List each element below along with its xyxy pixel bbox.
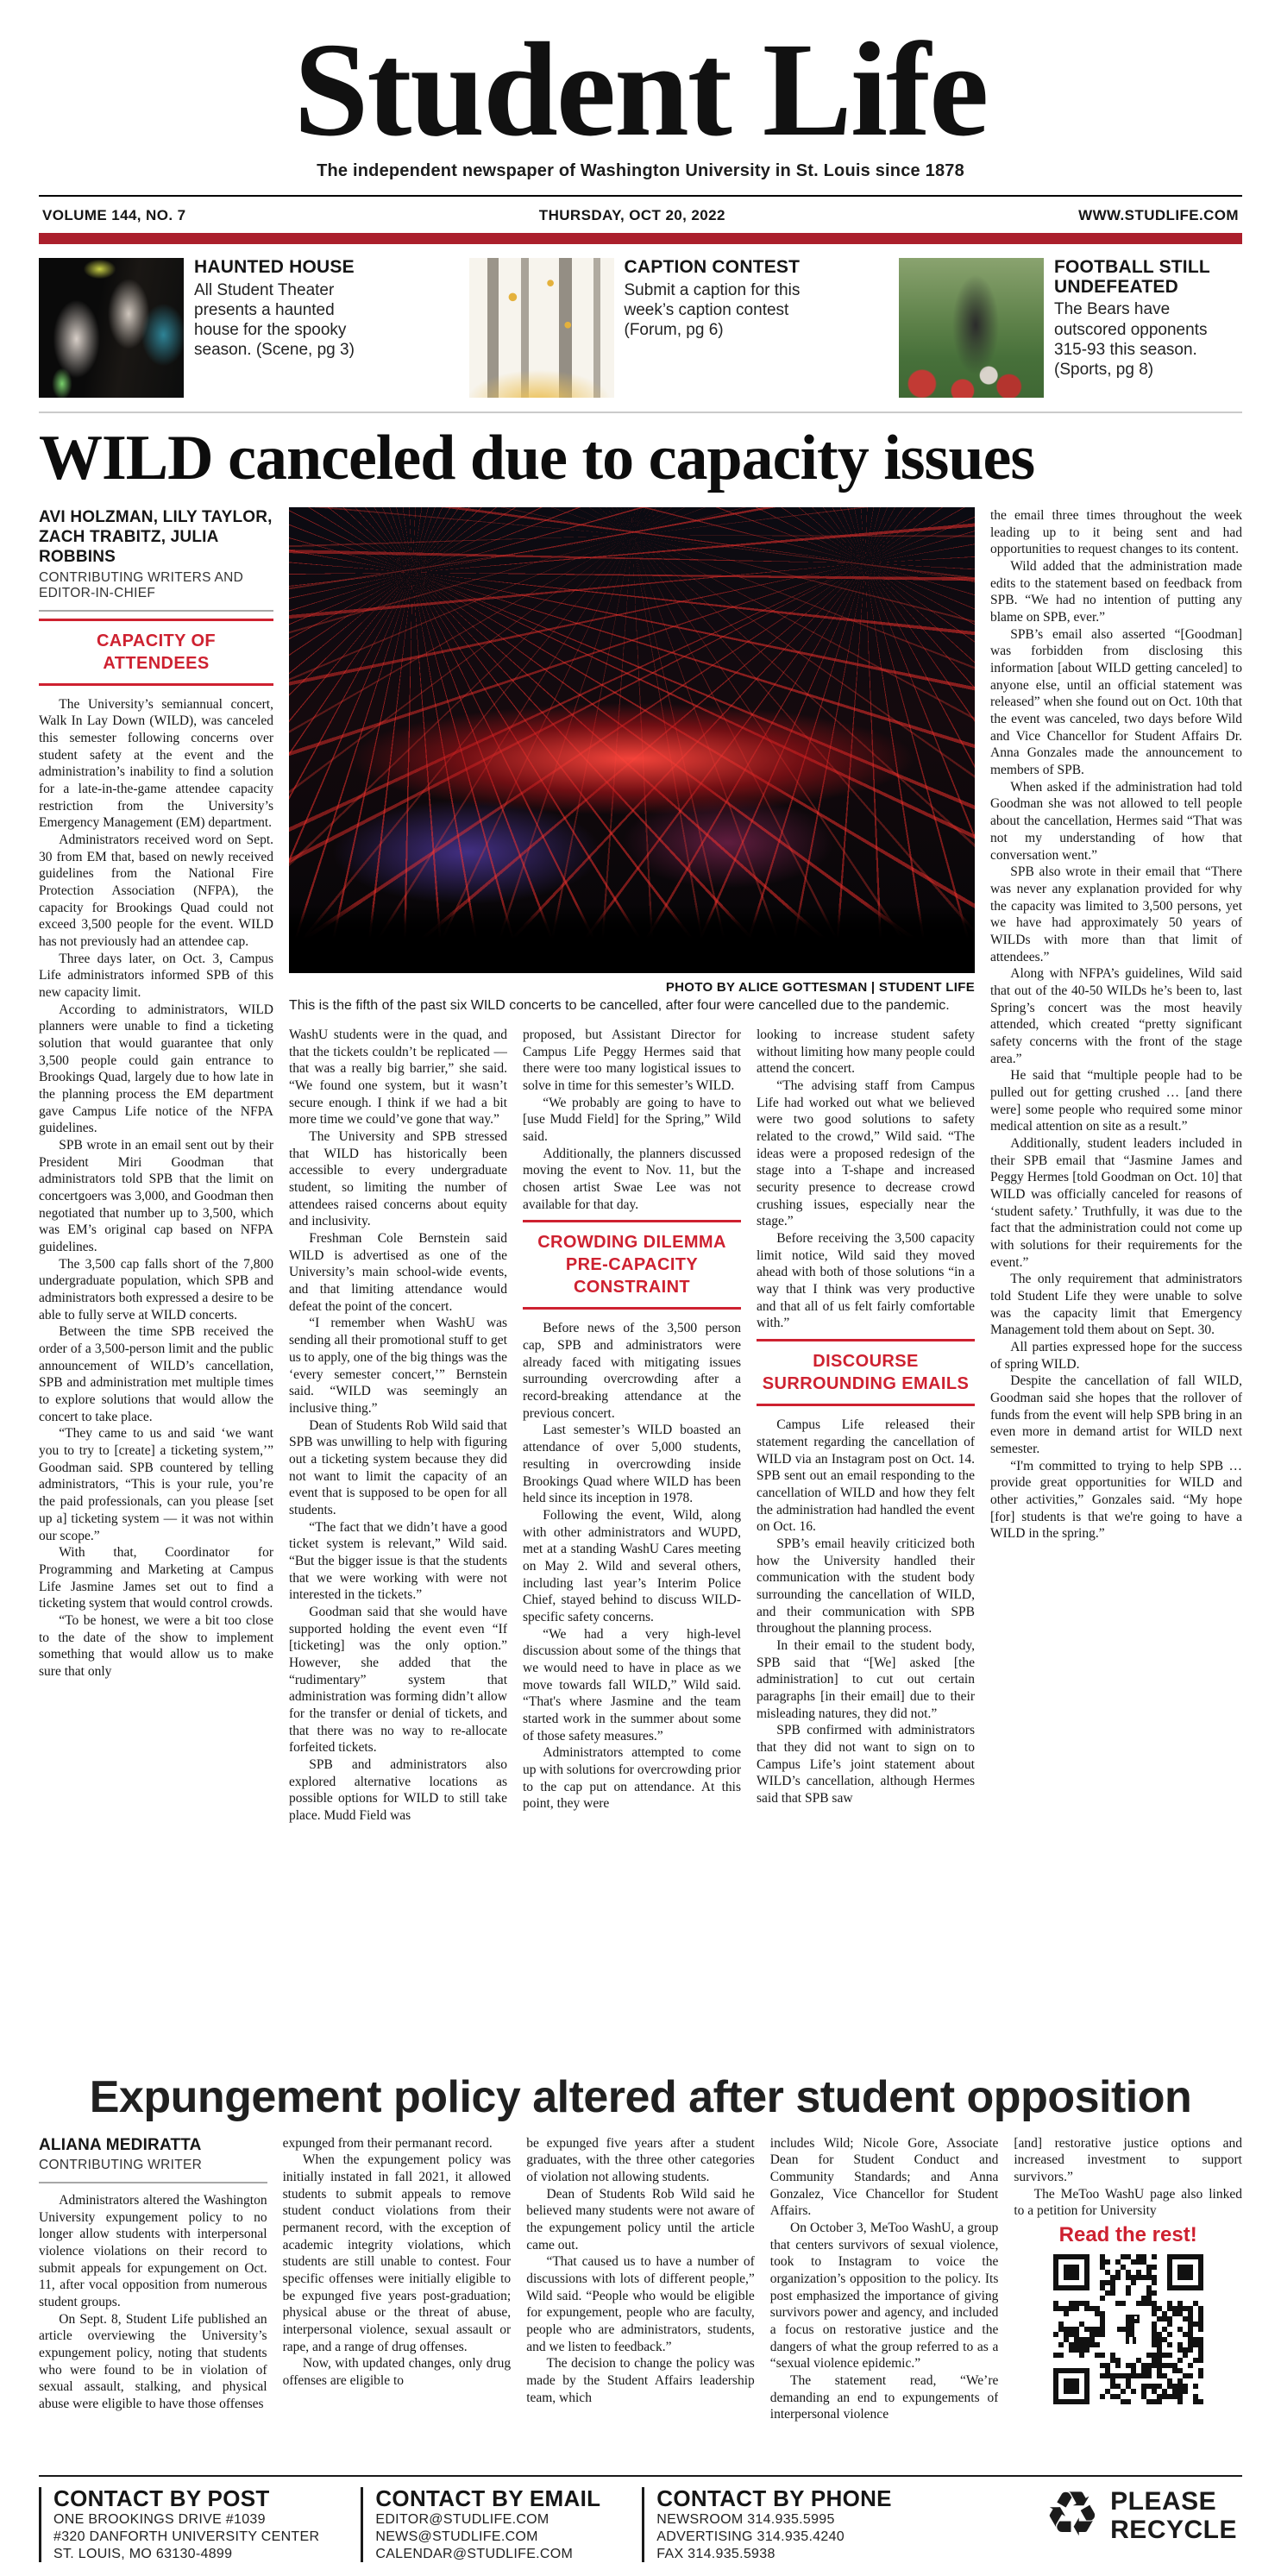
article-paragraph: Despite the cancellation of fall WILD, Goodman said she hopes that the rollover of funds from the event will help SPB bring in an even more in demand artist for WILD next semester.: [990, 1373, 1242, 1457]
article-paragraph: On October 3, MeToo WashU, a group that centers survivors of sexual violence, took to Instagram to voice the organization’s opposition to the policy. Its post emphasized the importance of giving survivors power and agency, and included a focus on restorative justice and the dangers of what the group referred to as a “sexual violence epidemic.”: [769, 2221, 999, 2372]
article-paragraph: includes Wild; Nicole Gore, Associate Dean for Student Conduct and Community Standards; and Anna Gonzalez, Vice Chancellor for Student Affairs.: [769, 2135, 999, 2219]
issue-date: THURSDAY, OCT 20, 2022: [538, 207, 725, 224]
article-paragraph: the email three times throughout the week leading up to it being sent and had opportunities to request changes to its content.: [990, 508, 1242, 557]
contact-line: ADVERTISING 314.935.4240: [656, 2529, 845, 2544]
contact-line: CALENDAR@STUDLIFE.COM: [375, 2547, 574, 2561]
article-paragraph: SPB’s email heavily criticized both how the University handled their communication with the student body surrounding the cancellation of WILD, and their communication with SPB throughout the planning process.: [757, 1536, 975, 1637]
wild-column-4: [757, 1027, 975, 2060]
article-paragraph: The statement read, “We’re demanding an end to expungements of interpersonal violence: [769, 2373, 999, 2422]
article-paragraph: Administrators received word on Sept. 30 from EM that, based on newly received guidelines from the National Fire Protection Association (NFPA), the capacity for Brookings Quad could not exceed 3,500 people for the event. WILD has not previously had an attendee cap.: [39, 832, 273, 949]
section-subhead-capacity: CAPACITY OF ATTENDEES: [39, 619, 273, 686]
article-paragraph: Last semester’s WILD boasted an attendance of over 5,000 students, resulting in overcrowding inside Brookings Quad where WILD has been held since its inception in 1978.: [523, 1423, 741, 1506]
article-paragraph: When asked if the administration had told Goodman she was not allowed to tell people about the cancellation, Hermes said “That was not my understanding of how that conversation went.”: [990, 779, 1242, 863]
expungement-column-2: [283, 2135, 512, 2482]
byline-role: CONTRIBUTING WRITER: [39, 2157, 203, 2172]
newspaper-tagline: The independent newspaper of Washington University in St. Louis since 1878: [317, 161, 964, 181]
article-paragraph: Before news of the 3,500 person cap, SPB and administrators were already faced with mitigating issues surrounding overcrowding after a record-breaking attendance at the previous concert.: [523, 1321, 741, 1421]
contact-lines: [375, 2512, 600, 2562]
contact-line: NEWSROOM 314.935.5995: [656, 2512, 835, 2527]
teaser-body: The Bears have outscored opponents 315-93 this season. (Sports, pg 8): [1054, 300, 1208, 379]
article-paragraph: Before receiving the 3,500 capacity limit notice, Wild said they moved ahead with both of those solutions “in a way that I think was very productive and that all of us felt fairly comfortable with.”: [757, 1231, 975, 1331]
expungement-article: [39, 2135, 1242, 2482]
article-paragraph: “I remember when WashU was sending all their promotional stuff to get us to apply, one of the big things was the ‘every semester concert,’” Bernstein said. “WILD was seemingly an inclusive thing.”: [289, 1316, 507, 1416]
article-paragraph: looking to increase student safety without limiting how many people could attend the concert.: [757, 1027, 975, 1077]
article-paragraph: SPB confirmed with administrators that they did not want to sign on to Campus Life’s joint statement about WILD’s cancellation, although Hermes said that SPB saw: [757, 1723, 975, 1806]
contact-line: FAX 314.935.5938: [656, 2547, 776, 2561]
qr-code: [1053, 2254, 1203, 2409]
article-paragraph: SPB also wrote in their email that “There was never any explanation provided for why the capacity was limited to 3,500 persons, yet we have had approximately 50 years of WILDs with more than that limit of attendees.”: [990, 864, 1242, 964]
teaser-title: CAPTION CONTEST: [624, 257, 801, 278]
article-paragraph: Campus Life released their statement regarding the cancellation of WILD via an Instagram post on Oct. 14. SPB sent out an email responding to the cancellation of WILD and how they felt the administration had handled the event on Oct. 16.: [757, 1417, 975, 1535]
photo-credit: PHOTO BY ALICE GOTTESMAN | STUDENT LIFE: [665, 980, 975, 996]
article-column: [523, 1320, 741, 1812]
article-paragraph: Additionally, student leaders included in their SPB email that “Jasmine James and Peggy Hermes [told Goodman on Oct. 10] that WILD was officially canceled for reasons of ‘student safety.’ Truthfully, it was due to the fact that the administration could not come up with solutions for their requirements for the event.”: [990, 1135, 1242, 1270]
article-paragraph: The decision to change the policy was made by the Student Affairs leadership team, which: [526, 2356, 755, 2405]
article-paragraph: With that, Coordinator for Programming and Marketing at Campus Life Jasmine James set out to find a ticketing system that would control crowds.: [39, 1545, 273, 1612]
teaser-caption-contest: [469, 258, 813, 398]
article-paragraph: Between the time SPB received the order of a 3,500-person limit and the public announcement of WILD’s cancellation, SPB and administration met multiple times to explore solutions that would allow the concert to take place.: [39, 1324, 273, 1424]
article-paragraph: Wild added that the administration made edits to the statement based on feedback from SPB. “We had no intention of putting any blame on SPB, ever.”: [990, 559, 1242, 625]
contact-title: CONTACT BY PHONE: [656, 2485, 892, 2511]
teaser-football: [899, 258, 1242, 398]
article-paragraph: SPB’s email also asserted “[Goodman] was forbidden from disclosing this information [about WILD getting canceled] to anyone else, until an official statement was released” when she found out on Oct. 10th that the event was canceled, two days before Wild and Vice Chancellor for Student Affairs Dr. Anna Gonzales made the announcement to members of SPB.: [990, 626, 1242, 778]
wild-article: [39, 507, 1242, 2060]
teaser-body: Submit a caption for this week’s caption contest (Forum, pg 6): [624, 280, 801, 340]
article-column: [39, 696, 273, 1681]
expungement-column-4: [770, 2135, 999, 2482]
article-paragraph: Freshman Cole Bernstein said WILD is advertised as one of the University’s main school-wide events, and that limiting attendance would defeat the point of the concert.: [289, 1231, 507, 1314]
article-paragraph: “The advising staff from Campus Life had worked out what we believed were two good solutions to safety related to the crowd,” Wild said. “The ideas were a proposed redesign of the stage into a T-shape and increased security presence to decrease crowd crushing issues, especially near the stage.”: [757, 1078, 975, 1229]
byline: [39, 507, 273, 612]
article-paragraph: In their email to the student body, SPB said that “[We] asked [the administration] to cut out certain paragraphs [in their email] due to their misleading natures, they did not.”: [757, 1637, 975, 1721]
website-url: WWW.STUDLIFE.COM: [1078, 207, 1239, 224]
contact-lines: [656, 2512, 892, 2562]
teaser-text-block: [194, 258, 382, 360]
main-headline: WILD canceled due to capacity issues: [39, 423, 1035, 494]
wild-middle-block: [289, 507, 975, 2060]
contact-by-phone: [642, 2487, 892, 2562]
expungement-column-3: [526, 2135, 755, 2482]
teaser-text-block: [625, 258, 813, 340]
article-paragraph: The 3,500 cap falls short of the 7,800 undergraduate population, which SPB and administrators both expressed a desire to be able to fully serve at WILD concerts.: [39, 1256, 273, 1323]
contact-lines: [53, 2512, 319, 2562]
contact-by-post: [39, 2487, 319, 2562]
please-recycle-block: [1044, 2480, 1242, 2550]
wild-column-3: [523, 1027, 741, 2060]
article-paragraph: Administrators altered the Washington University expungement policy to no longer allow students with interpersonal violence violations on their record to submit appeals for expungement on Oct. 11, after vocal opposition from numerous student groups.: [39, 2192, 267, 2309]
article-paragraph: “The fact that we didn’t have a good ticket system is relevant,” Wild said. “But the bigger issue is that the students that we were working with were not interested in the tickets.”: [289, 1519, 507, 1603]
football-photo: [899, 258, 1044, 398]
article-paragraph: “To be honest, we were a bit too close to the date of the show to implement something that would allow us to make sure that only: [39, 1612, 273, 1679]
wild-middle-columns: [289, 1027, 975, 2060]
teaser-haunted-house: [39, 258, 382, 398]
article-paragraph: WashU students were in the quad, and that the tickets couldn’t be replicated — that was a really big barrier,” she said. “We found one system, but it wasn’t secure enough. I think if we had a bit more time we could’ve gone that way.”: [289, 1027, 507, 1128]
contact-line: EDITOR@STUDLIFE.COM: [375, 2512, 549, 2527]
article-paragraph: The University and SPB stressed that WILD has historically been accessible to every undergraduate student, so limiting the number of attendees raised concerns about equity and inclusivity.: [289, 1129, 507, 1229]
article-paragraph: The University’s semiannual concert, Walk In Lay Down (WILD), was canceled this semester following concerns over student safety at the event and the administration’s inability to find a solution for a late-in-the-game attendee capacity restriction from the University’s Emergency Management (EM) department.: [39, 696, 273, 831]
byline-author: ALIANA MEDIRATTA: [39, 2135, 202, 2154]
article-paragraph: be expunged five years after a student graduates, with the three other categories of violation not allowing students.: [526, 2135, 755, 2184]
contact-line: ONE BROOKINGS DRIVE #1039: [53, 2512, 266, 2527]
expungement-column-1: [39, 2135, 267, 2482]
byline-role: CONTRIBUTING WRITERS AND EDITOR-IN-CHIEF: [39, 569, 244, 600]
contact-line: ST. LOUIS, MO 63130-4899: [53, 2547, 233, 2561]
article-paragraph: When the expungement policy was initially instated in fall 2021, it allowed students to submit appeals to remove student conduct violations from their permanent record, with the exception of academic integrity violations, which students are still unable to contest. Four specific offenses were initially eligible to be expunged five years post-graduation; physical abuse or the threat of abuse, interpersonal violence, sexual assault or rape, and a range of drug offenses.: [282, 2152, 512, 2354]
section-subhead-crowding: CROWDING DILEMMA PRE-CAPACITY CONSTRAINT: [523, 1220, 741, 1310]
contact-title: CONTACT BY POST: [53, 2485, 270, 2511]
teaser-title: FOOTBALL STILL UNDEFEATED: [1054, 257, 1210, 297]
byline-authors: AVI HOLZMAN, LILY TAYLOR, ZACH TRABITZ, JULIA ROBBINS: [39, 508, 273, 567]
article-paragraph: On Sept. 8, Student Life published an article overviewing the University’s expungement policy, noting that students who were found to be in violation of sexual assault, stalking, and physical abuse were eligible to have those offenses: [39, 2311, 267, 2411]
recycle-icon: ♻: [1044, 2480, 1101, 2550]
article-paragraph: SPB and administrators also explored alternative locations as possible options for WILD to still take place. Mudd Field was: [289, 1756, 507, 1823]
article-paragraph: All parties expressed hope for the success of spring WILD.: [990, 1339, 1242, 1372]
contact-line: NEWS@STUDLIFE.COM: [375, 2529, 538, 2544]
article-paragraph: Along with NFPA’s guidelines, Wild said that out of the 40-50 WILDs he’s been to, last Spring’s concert was the most heavily attended, which created “pretty significant safety concerns with the front of the stage area.”: [990, 966, 1242, 1066]
article-paragraph: He said that “multiple people had to be pulled out for getting crushed … [and there were] some people who required some minor medical attention on site as a result.”: [990, 1068, 1242, 1134]
byline: [39, 2135, 267, 2183]
masthead-red-bar: [39, 233, 1242, 244]
teaser-text-block: [1054, 258, 1242, 380]
volume-date-row: [39, 195, 1242, 233]
concert-photo: [289, 507, 975, 973]
recycle-label: PLEASE RECYCLE: [1110, 2486, 1237, 2544]
contact-by-email: [361, 2487, 600, 2562]
read-the-rest-label: Read the rest!: [1058, 2223, 1197, 2247]
haunted-house-photo: [39, 258, 184, 398]
article-column: [757, 1027, 975, 1332]
expungement-column-5: [1014, 2135, 1242, 2482]
article-paragraph: expunged from their permanant record.: [282, 2135, 493, 2151]
volume-number: VOLUME 144, NO. 7: [42, 207, 186, 224]
article-paragraph: SPB wrote in an email sent out by their President Miri Goodman that administrators told SPB that the limit on concertgoers was 3,000, and Goodman then negotiated that number up to 3,500, which was EM’s original cap based on NFPA guidelines.: [39, 1138, 273, 1255]
masthead: [0, 0, 1281, 181]
article-paragraph: “They came to us and said ‘we want you to try to [create] a ticketing system,’” Goodman said. SPB countered by telling administrators, “This is your rule, you’re the paid professionals, can you please [set up a] ticketing system — it was not within our scope.”: [39, 1426, 273, 1543]
qr-code-graphic: [1053, 2254, 1203, 2404]
secondary-headline: Expungement policy altered after student opposition: [89, 2072, 1192, 2123]
teaser-title: HAUNTED HOUSE: [194, 257, 355, 278]
article-paragraph: Now, with updated changes, only drug offenses are eligible to: [282, 2356, 512, 2389]
wild-column-1: [39, 507, 273, 2060]
article-paragraph: “I'm committed to trying to help SPB … provide great opportunities for WILD and other activities,” Gonzales said. “My hope [for] students is that we're going to have a WILD in the spring.”: [990, 1458, 1242, 1542]
contact-title: CONTACT BY EMAIL: [375, 2485, 601, 2511]
article-column: [39, 2192, 267, 2413]
article-paragraph: The only requirement that administrators told Student Life they were unable to solve was the capacity limit that Emergency Management told them about on Sept. 30.: [990, 1272, 1242, 1338]
article-paragraph: Administrators attempted to come up with solutions for overcrowding prior to the cap put on attendance. At this point, they were: [523, 1745, 741, 1812]
article-paragraph: Three days later, on Oct. 3, Campus Life administrators informed SPB of this new capacity limit.: [39, 951, 273, 1000]
article-paragraph: “We probably are going to have to [use Mudd Field] for the Spring,” Wild said.: [523, 1095, 741, 1145]
caption-contest-illustration: [469, 258, 614, 398]
article-paragraph: Dean of Students Rob Wild said that SPB was unwilling to help with figuring out a ticketing system because they did not want to limit the capacity of an event that is supposed to be open for all students.: [289, 1417, 507, 1517]
article-paragraph: Additionally, the planners discussed moving the event to Nov. 11, but the chosen artist Swae Lee was not available for that day.: [523, 1146, 741, 1212]
wild-column-5: [990, 507, 1242, 2060]
contact-line: #320 DANFORTH UNIVERSITY CENTER: [53, 2529, 320, 2544]
article-paragraph: The MeToo WashU page also linked to a petition for University: [1014, 2186, 1242, 2219]
teaser-row: [39, 258, 1242, 413]
article-paragraph: proposed, but Assistant Director for Campus Life Peggy Hermes said that there were too many logistical issues to solve in time for this semester’s WILD.: [523, 1027, 741, 1094]
photo-caption: This is the fifth of the past six WILD concerts to be cancelled, after four were cancelled due to the pandemic.: [289, 998, 950, 1014]
article-paragraph: Following the event, Wild, along with other administrators and WUPD, met at a standing WashU Cares meeting on May 2. Wild and several others, including last year’s Interim Police Chief, stayed behind to discuss WILD-specific safety concerns.: [523, 1507, 741, 1624]
teaser-body: All Student Theater presents a haunted house for the spooky season. (Scene, pg 3): [194, 280, 355, 360]
article-paragraph: Dean of Students Rob Wild said he believed many students were not aware of the expungement policy until the article came out.: [526, 2186, 755, 2252]
newspaper-title: Student Life: [293, 15, 988, 164]
article-paragraph: Goodman said that she would have supported holding the event even “If [ticketing] was the only option.” However, she added that the “rudimentary” system that administration was forming didn’t allow for the transfer or denial of tickets, and that there was no way to re-allocate forfeited tickets.: [289, 1604, 507, 1756]
article-column: [1014, 2135, 1242, 2220]
article-paragraph: “That caused us to have a number of discussions with lots of different people,” Wild said. “People who would be eligible for expungement, people who are faculty, people who are administrators, students, and we listen to feedback.”: [526, 2254, 755, 2354]
article-column: [757, 1417, 975, 1806]
section-subhead-discourse: DISCOURSE SURROUNDING EMAILS: [757, 1339, 975, 1406]
contact-footer: [39, 2475, 1242, 2562]
article-paragraph: [and] restorative justice options and increased investment to support survivors.”: [1014, 2135, 1242, 2184]
article-paragraph: According to administrators, WILD planners were unable to find a ticketing solution that would guarantee that only 3,500 people could gain entrance to Brookings Quad, largely due to how late in the planning process the EM department gave Campus Life notice of the NFPA guidelines.: [39, 1002, 273, 1136]
wild-column-2: [289, 1027, 507, 2060]
article-column: [523, 1027, 741, 1213]
article-paragraph: “We had a very high-level discussion about some of the things that we would need to have in place as we move towards fall WILD,” Wild said. “That's where Jasmine and the team started work in the summer about some of those safety measures.”: [523, 1626, 741, 1744]
